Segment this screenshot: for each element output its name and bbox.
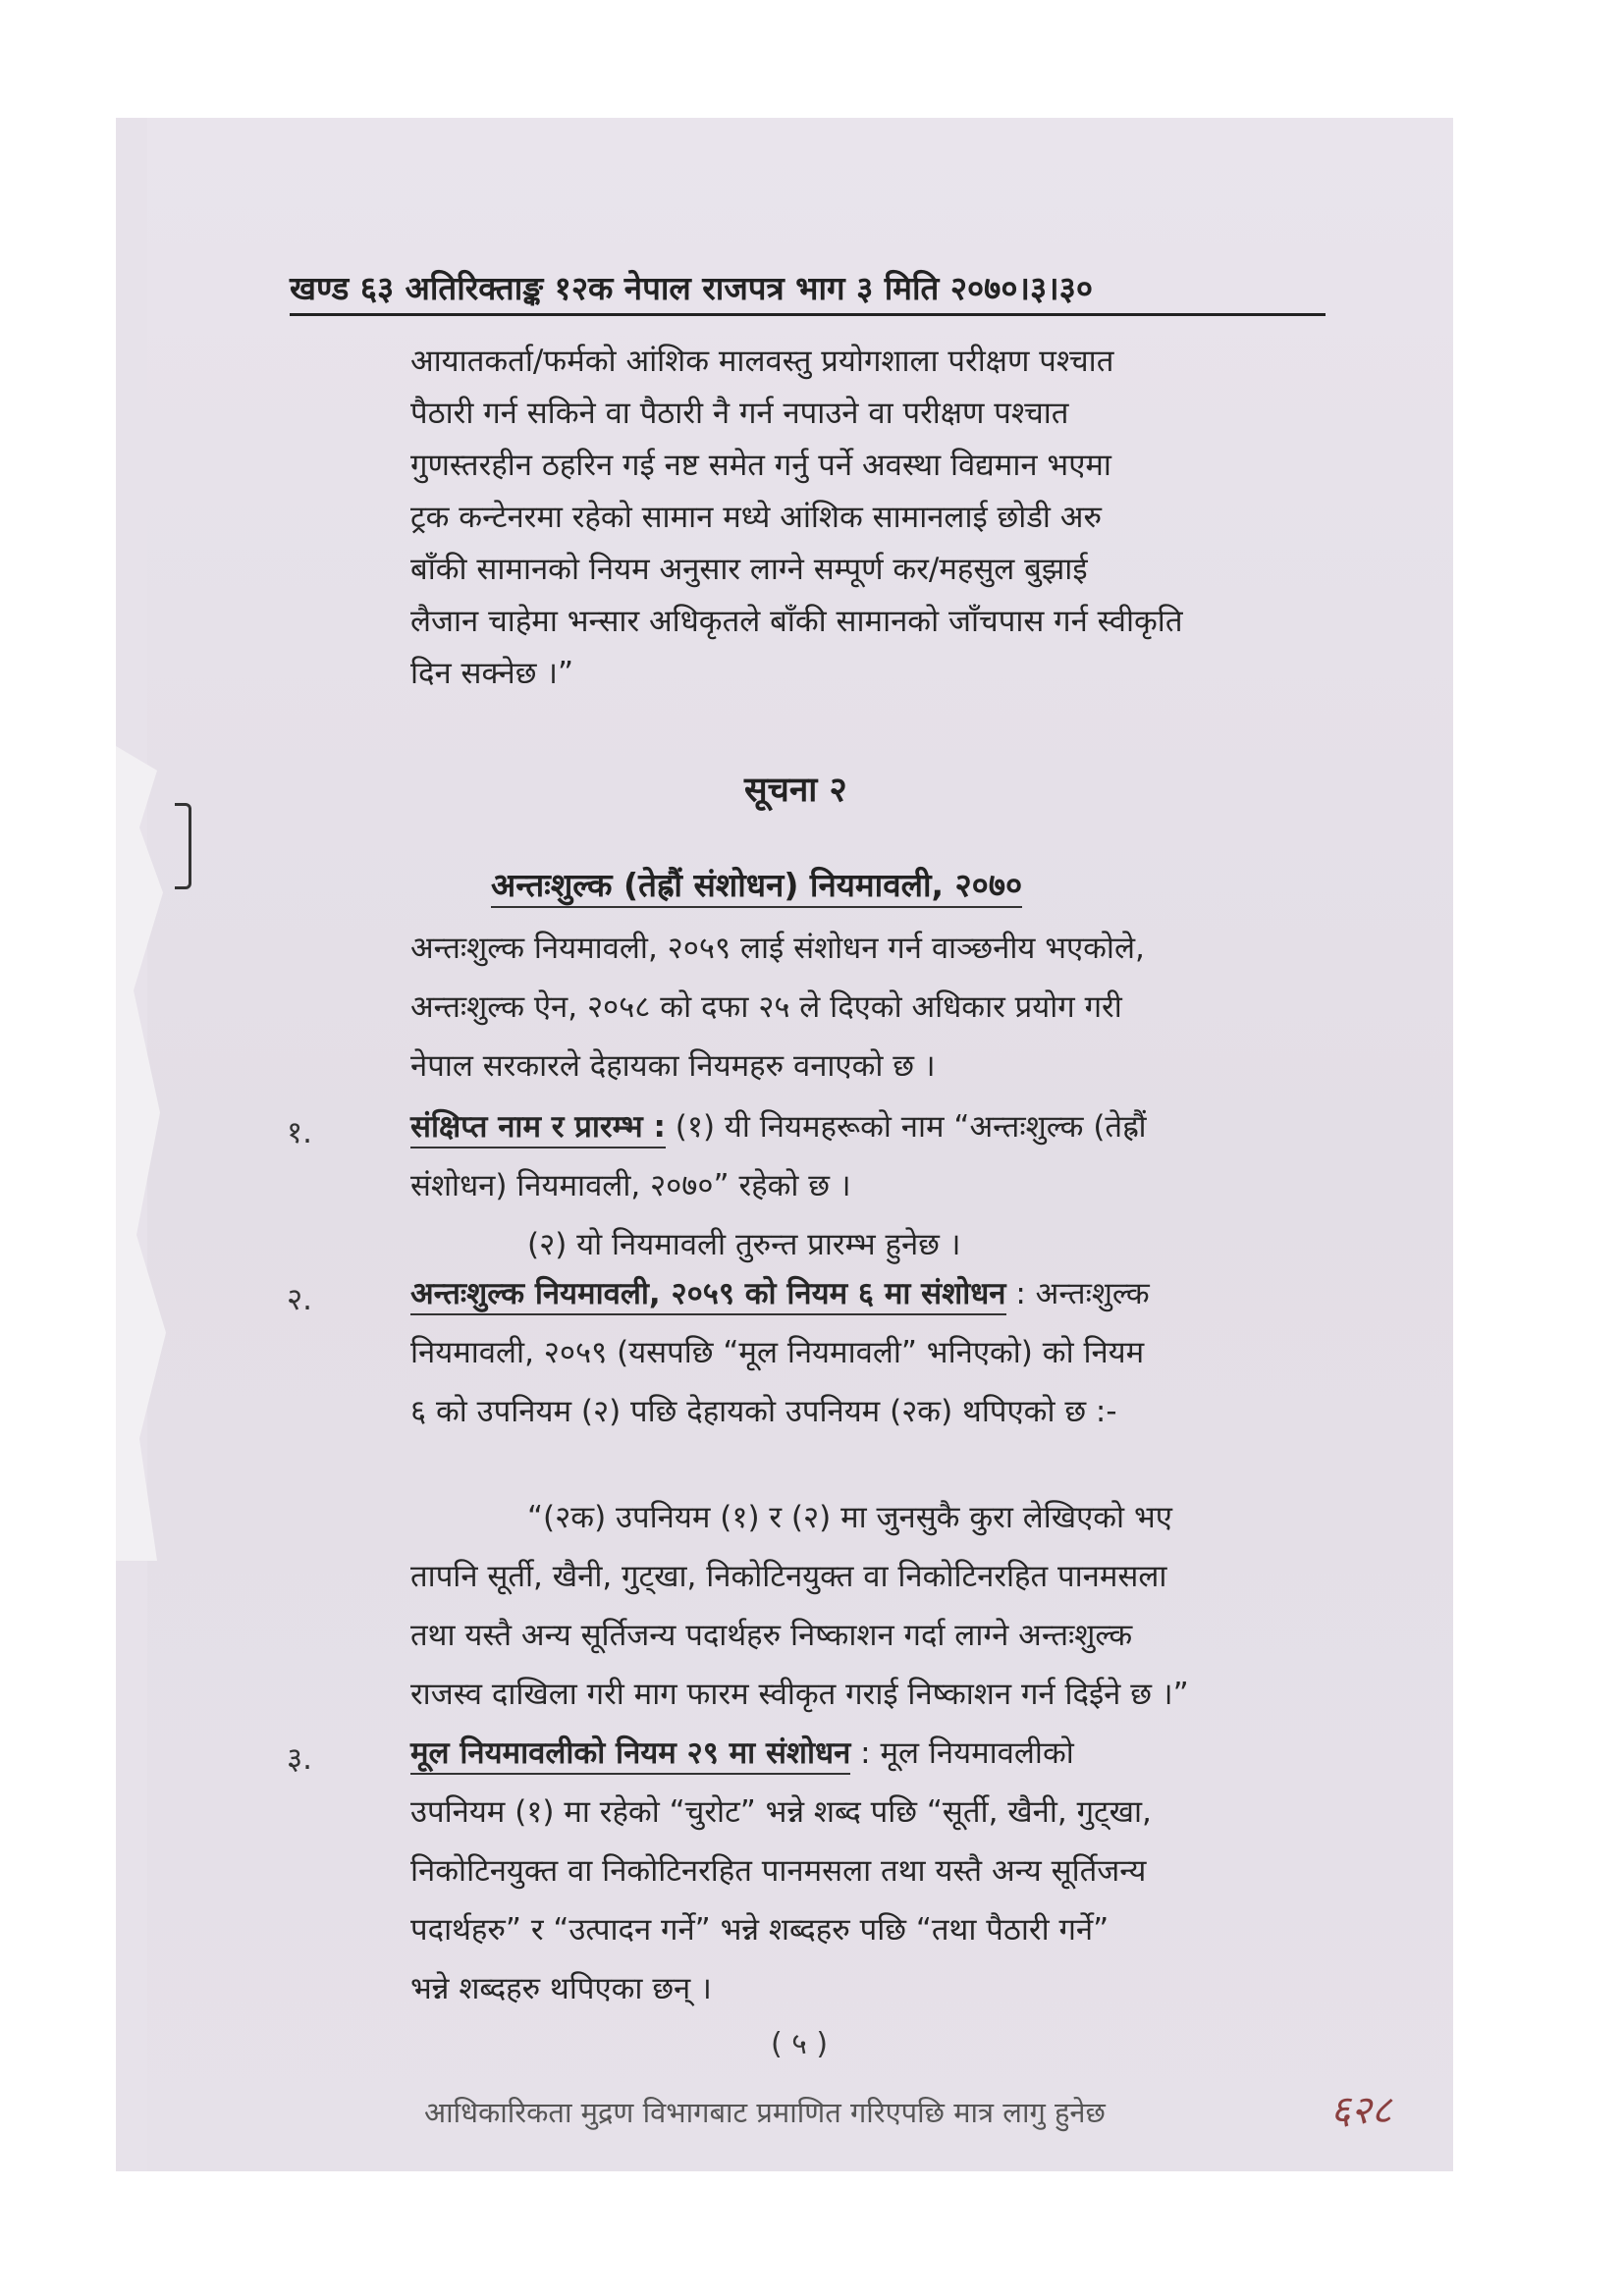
footer-authenticity-note: आधिकारिकता मुद्रण विभागबाट प्रमाणित गरिएपछि मात्र लागु हुनेछ	[424, 2096, 1106, 2129]
section-3-line: निकोटिनयुक्त वा निकोटिनरहित पानमसला तथा यस्तै अन्य सूर्तिजन्य	[410, 1853, 1147, 1889]
quote-line: तथा यस्तै अन्य सूर्तिजन्य पदार्थहरु निष्काशन गर्दा लाग्ने अन्तःशुल्क	[410, 1618, 1133, 1653]
section-2-line	[410, 1268, 1150, 1320]
gazette-header: खण्ड ६३ अतिरिक्ताङ्क १२क नेपाल राजपत्र भाग ३ मिति २०७०।३।३०	[290, 265, 1326, 316]
notice-subtitle-text: अन्तःशुल्क (तेह्रौं संशोधन) नियमावली, २०७०	[491, 866, 1022, 908]
section-2-text: : अन्तःशुल्क	[1005, 1276, 1150, 1311]
section-3-heading: मूल नियमावलीको नियम २९ मा संशोधन	[410, 1735, 850, 1775]
section-number: १.	[287, 1115, 312, 1150]
section-3-line	[410, 1728, 1074, 1780]
quote-line: “(२क) उपनियम (१) र (२) मा जुनसुकै कुरा लेखिएको भए	[527, 1500, 1172, 1535]
section-3-text: : मूल नियमावलीको	[850, 1735, 1074, 1771]
preamble-line: अन्तःशुल्क ऐन, २०५८ को दफा २५ ले दिएको अधिकार प्रयोग गरी	[410, 989, 1122, 1025]
intro-line: लैजान चाहेमा भन्सार अधिकृतले बाँकी सामानको जाँचपास गर्न स्वीकृति	[410, 604, 1183, 639]
section-1-line: संशोधन) नियमावली, २०७०” रहेको छ ।	[410, 1168, 851, 1203]
intro-line: पैठारी गर्न सकिने वा पैठारी नै गर्न नपाउने वा परीक्षण पश्चात	[410, 396, 1069, 431]
intro-line: दिन सक्नेछ ।”	[410, 656, 574, 691]
page-number: ( ५ )	[771, 2027, 829, 2061]
section-3-line: भन्ने शब्दहरु थपिएका छन् ।	[410, 1971, 712, 2006]
intro-line: ट्रक कन्टेनरमा रहेको सामान मध्ये आंशिक सामानलाई छोडी अरु	[410, 500, 1103, 535]
section-1-heading: संक्षिप्त नाम र प्रारम्भ :	[410, 1109, 666, 1148]
section-1-text: (१) यी नियमहरूको नाम “अन्तःशुल्क (तेह्रौं	[665, 1109, 1147, 1145]
quote-line: तापनि सूर्ती, खैनी, गुट्खा, निकोटिनयुक्त वा निकोटिनरहित पानमसला	[410, 1559, 1167, 1594]
intro-line: गुणस्तरहीन ठहरिन गई नष्ट समेत गर्नु पर्ने अवस्था विद्यमान भएमा	[410, 448, 1111, 483]
handwritten-page-mark: ६२८	[1330, 2088, 1392, 2133]
quote-line: राजस्व दाखिला गरी माग फारम स्वीकृत गराई निष्काशन गर्न दिईने छ ।”	[410, 1677, 1189, 1712]
intro-line: आयातकर्ता/फर्मको आंशिक मालवस्तु प्रयोगशाला परीक्षण पश्चात	[410, 344, 1114, 379]
section-1-line	[410, 1101, 1147, 1153]
section-1-line: (२) यो नियमावली तुरुन्त प्रारम्भ हुनेछ ।	[527, 1227, 961, 1262]
section-3-line: उपनियम (१) मा रहेको “चुरोट” भन्ने शब्द पछि “सूर्ती, खैनी, गुट्खा,	[410, 1794, 1152, 1830]
notice-title: सूचना २	[744, 771, 847, 810]
intro-line: बाँकी सामानको नियम अनुसार लाग्ने सम्पूर्ण कर/महसुल बुझाई	[410, 552, 1088, 587]
section-2-line: नियमावली, २०५९ (यसपछि “मूल नियमावली” भनिएको) को नियम	[410, 1335, 1145, 1370]
preamble-line: अन्तःशुल्क नियमावली, २०५९ लाई संशोधन गर्न वाञ्छनीय भएकोले,	[410, 931, 1145, 966]
section-2-heading: अन्तःशुल्क नियमावली, २०५९ को नियम ६ मा संशोधन	[410, 1276, 1006, 1315]
section-3-line: पदार्थहरु” र “उत्पादन गर्ने” भन्ने शब्दहरु पछि “तथा पैठारी गर्ने”	[410, 1912, 1110, 1948]
section-2-line: ६ को उपनियम (२) पछि देहायको उपनियम (२क) थपिएको छ :-	[410, 1394, 1117, 1429]
section-number: ३.	[287, 1741, 312, 1777]
preamble-line: नेपाल सरकारले देहायका नियमहरु वनाएको छ ।	[410, 1048, 936, 1084]
notice-subtitle	[491, 862, 1022, 906]
section-number: २.	[287, 1282, 312, 1317]
pencil-bracket-mark	[175, 803, 191, 889]
